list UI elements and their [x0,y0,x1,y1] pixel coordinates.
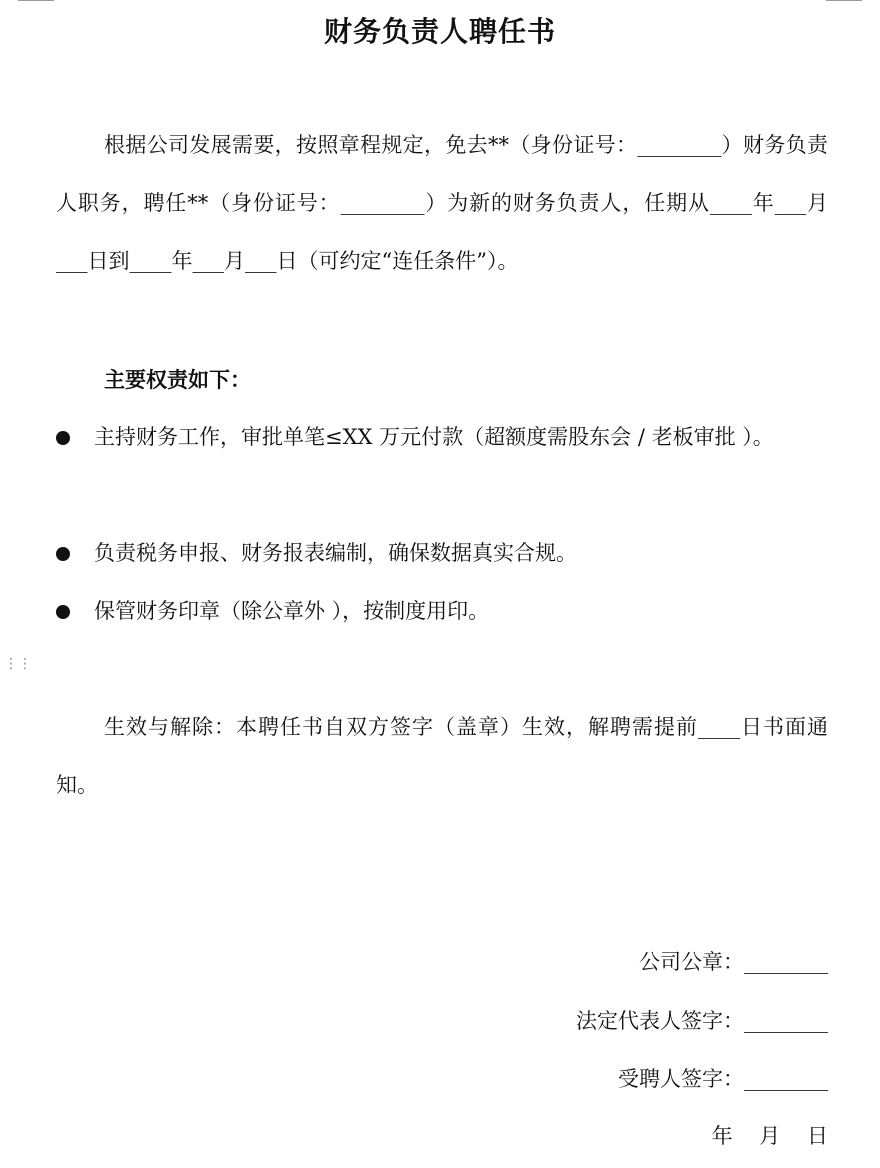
list-item [56,582,828,640]
legal-rep-signature-line: 法定代表人签字：________ [576,1009,828,1033]
page-corner-mark [826,0,862,1]
bullet-icon [56,547,70,561]
page-corner-mark [18,0,54,1]
list-item-text: 主持财务工作，审批单笔≤XX 万元付款（超额度需股东会 / 老板审批 ）。 [94,425,774,449]
effect-paragraph: 生效与解除：本聘任书自双方签字（盖章）生效，解聘需提前____日书面通知。 [56,715,828,797]
intro-paragraph: 根据公司发展需要，按照章程规定，免去**（身份证号：________）财务负责人职务，聘任**（身份证号：________）为新的财务负责人，任期从____年___月___日到____年___月___日（可约定“连任条件”）。 [56,133,828,273]
list-item-text: 保管财务印章（除公章外 ），按制度用印。 [94,599,490,623]
list-item [56,408,828,466]
signature-date: 年 月 日 [711,1124,828,1148]
company-seal-line: 公司公章：________ [639,950,828,974]
bullet-icon [56,605,70,619]
appointee-signature-line: 受聘人签字：________ [618,1067,828,1091]
drag-handle-icon[interactable]: ⋮⋮ [4,656,32,672]
list-item-text: 负责税务申报、财务报表编制，确保数据真实合规。 [94,541,577,565]
bullet-icon [56,431,70,445]
document-title: 财务负责人聘任书 [323,15,556,48]
duties-heading: 主要权责如下： [104,367,251,392]
list-item [56,524,828,582]
